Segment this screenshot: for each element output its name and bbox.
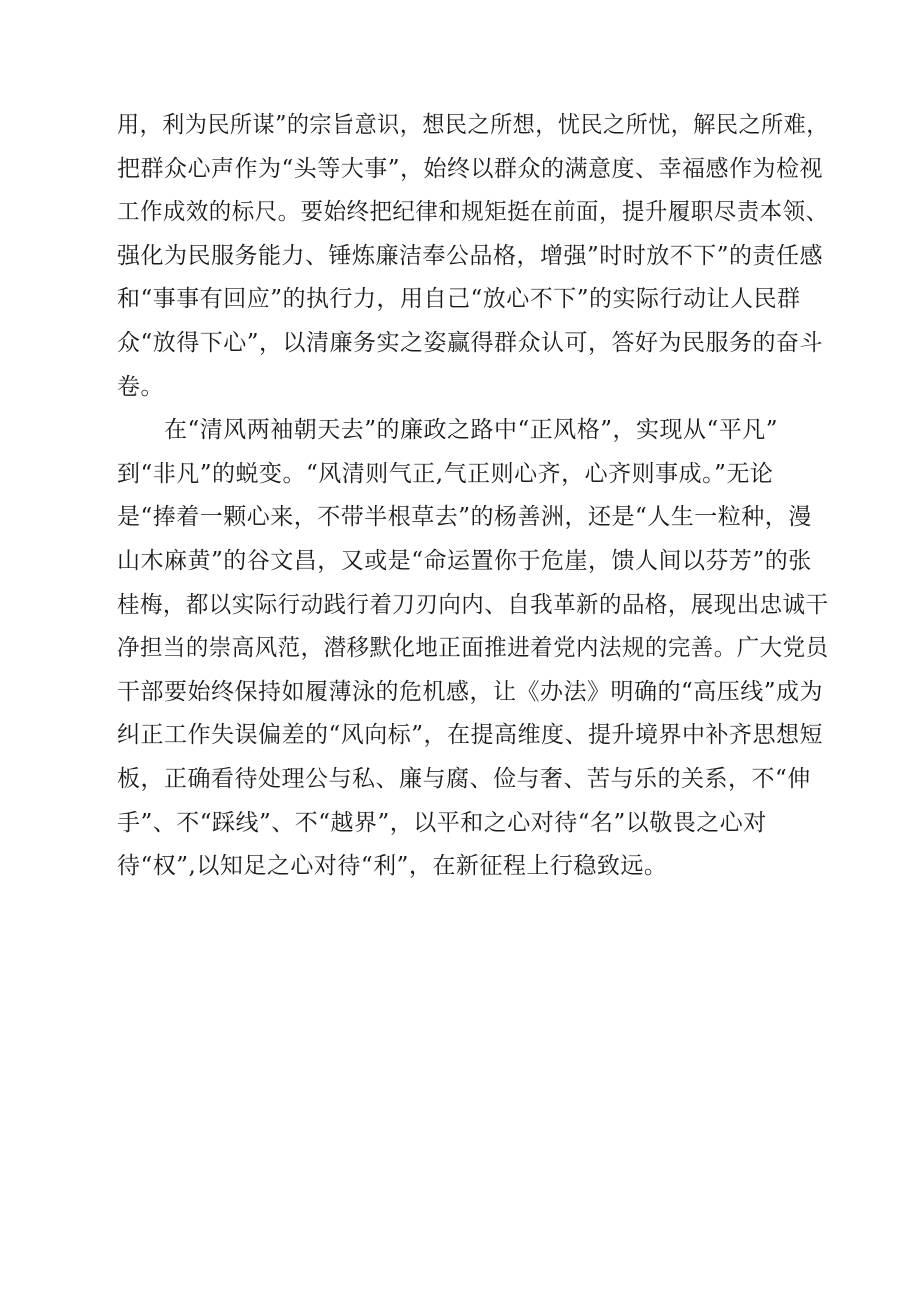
text-line: 干部要始终保持如履薄泳的危机感，让《办法》明确的“高压线”成为	[117, 678, 824, 705]
text-line: 板，正确看待处理公与私、廉与腐、俭与奢、苦与乐的关系，不“伸	[117, 765, 811, 792]
body-text	[117, 104, 829, 889]
text-line: 众“放得下心”，以清廉务实之姿赢得群众认可，答好为民服务的奋斗	[117, 329, 824, 356]
paragraph-start-line: 在“清风两袖朝天去”的廉政之路中“正风格”，实现从“平凡”	[117, 417, 779, 444]
text-line: 手”、不“踩线”、不“越界”，以平和之心对待“名”以敬畏之心对	[117, 809, 767, 836]
text-line: 净担当的崇高风范，潜移默化地正面推进着党内法规的完善。广大党员	[117, 635, 829, 662]
text-line: 用，利为民所谋”的宗旨意识，想民之所想，忧民之所忧，解民之所难，	[117, 112, 829, 138]
text-line: 强化为民服务能力、锤炼廉洁奉公品格，增强”时时放不下”的责任感	[117, 242, 824, 269]
text-line: 和“事事有回应”的执行力，用自己“放心不下”的实际行动让人民群	[117, 286, 801, 313]
text-line: 桂梅，都以实际行动践行着刀刃向内、自我革新的品格，展现出忠诚干	[117, 591, 829, 618]
text-line: 到“非凡”的蜕变。“风清则气正,气正则心齐，心齐则事成。”无论	[117, 460, 774, 487]
text-line: 山木麻黄”的谷文昌，又或是“命运置你于危崖，馈人间以芬芳”的张	[117, 547, 812, 574]
text-line: 纠正工作失误偏差的“风向标”，在提高维度、提升境界中补齐思想短	[117, 722, 824, 749]
text-line: 卷。	[117, 373, 164, 400]
text-line: 把群众心声作为“头等大事”，始终以群众的满意度、幸福感作为检视	[117, 155, 824, 182]
text-line: 待“权”,以知足之心对待“利”，在新征程上行稳致远。	[117, 853, 668, 880]
text-line: 是“捧着一颗心来，不带半根草去”的杨善洲，还是“人生一粒种，漫	[117, 504, 812, 531]
text-line: 工作成效的标尺。要始终把纪律和规矩挺在前面，提升履职尽责本领、	[117, 199, 829, 226]
